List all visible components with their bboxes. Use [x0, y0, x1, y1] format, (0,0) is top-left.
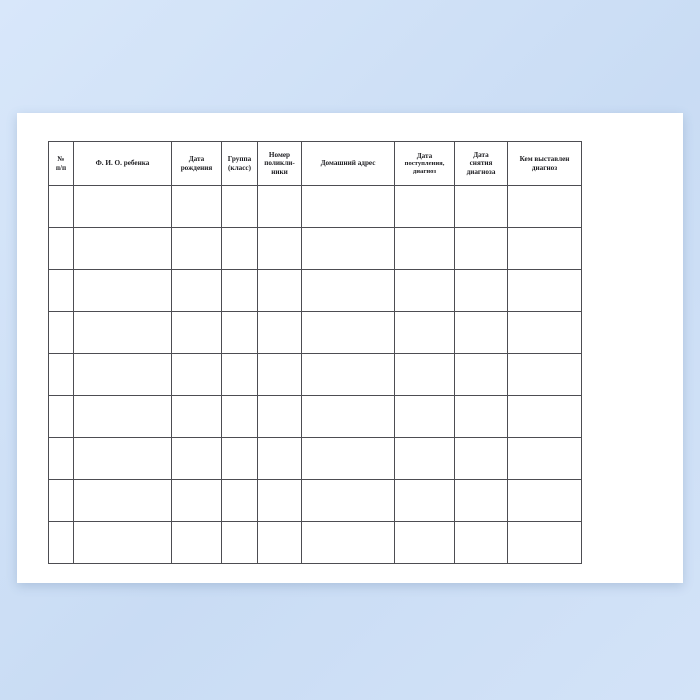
table-row — [49, 438, 582, 480]
table-row — [49, 228, 582, 270]
table-cell-adm[interactable] — [395, 228, 455, 270]
table-row — [49, 186, 582, 228]
table-cell-num[interactable] — [49, 396, 74, 438]
table-cell-addr[interactable] — [302, 228, 395, 270]
table-cell-birth[interactable] — [172, 438, 222, 480]
table-cell-clinic[interactable] — [258, 270, 302, 312]
table-cell-rem[interactable] — [455, 312, 508, 354]
table-cell-fio[interactable] — [74, 396, 172, 438]
table-row — [49, 270, 582, 312]
table-cell-birth[interactable] — [172, 312, 222, 354]
header-row — [49, 142, 582, 186]
register-table — [48, 141, 582, 564]
table-cell-birth[interactable] — [172, 522, 222, 564]
column-header-admission-line-3: диагноз — [412, 167, 437, 175]
table-cell-clinic[interactable] — [258, 228, 302, 270]
table-cell-adm[interactable] — [395, 480, 455, 522]
table-cell-rem[interactable] — [455, 228, 508, 270]
table-row — [49, 312, 582, 354]
table-cell-rem[interactable] — [455, 186, 508, 228]
table-cell-group[interactable] — [222, 438, 258, 480]
table-cell-who[interactable] — [508, 438, 582, 480]
table-cell-adm[interactable] — [395, 522, 455, 564]
table-cell-num[interactable] — [49, 228, 74, 270]
table-cell-rem[interactable] — [455, 396, 508, 438]
table-cell-group[interactable] — [222, 522, 258, 564]
table-cell-group[interactable] — [222, 270, 258, 312]
table-cell-fio[interactable] — [74, 480, 172, 522]
table-cell-fio[interactable] — [74, 354, 172, 396]
table-cell-fio[interactable] — [74, 186, 172, 228]
table-cell-addr[interactable] — [302, 438, 395, 480]
table-cell-addr[interactable] — [302, 522, 395, 564]
column-header-group-line-2: (класс) — [228, 163, 251, 172]
table-cell-adm[interactable] — [395, 354, 455, 396]
column-header-address-line-1: Домашний адрес — [320, 159, 376, 168]
column-header-removal-line-2: снятия — [469, 159, 493, 168]
column-header-diagnosed-by-line-1: Кем выставлен диагноз — [519, 155, 570, 172]
table-cell-num[interactable] — [49, 186, 74, 228]
table-cell-rem[interactable] — [455, 480, 508, 522]
table-body — [49, 186, 582, 564]
table-cell-group[interactable] — [222, 396, 258, 438]
table-cell-clinic[interactable] — [258, 522, 302, 564]
table-cell-birth[interactable] — [172, 186, 222, 228]
table-cell-who[interactable] — [508, 228, 582, 270]
column-header-clinic-line-2: поликли- — [264, 159, 295, 168]
table-cell-who[interactable] — [508, 396, 582, 438]
table-cell-fio[interactable] — [74, 228, 172, 270]
column-header-removal — [455, 142, 508, 186]
table-cell-num[interactable] — [49, 354, 74, 396]
column-header-diagnosed-by — [508, 142, 582, 186]
table-cell-num[interactable] — [49, 522, 74, 564]
table-cell-birth[interactable] — [172, 480, 222, 522]
column-header-admission — [395, 142, 455, 186]
table-cell-fio[interactable] — [74, 522, 172, 564]
table-cell-rem[interactable] — [455, 270, 508, 312]
table-cell-addr[interactable] — [302, 186, 395, 228]
table-cell-fio[interactable] — [74, 312, 172, 354]
table-cell-clinic[interactable] — [258, 354, 302, 396]
table-cell-num[interactable] — [49, 270, 74, 312]
table-cell-addr[interactable] — [302, 312, 395, 354]
table-cell-who[interactable] — [508, 354, 582, 396]
column-header-fio-line-1: Ф. И. О. ребенка — [95, 159, 150, 168]
table-cell-adm[interactable] — [395, 438, 455, 480]
table-cell-group[interactable] — [222, 480, 258, 522]
table-cell-adm[interactable] — [395, 312, 455, 354]
table-cell-group[interactable] — [222, 228, 258, 270]
column-header-admission-line-2: поступления, — [404, 160, 445, 168]
table-cell-rem[interactable] — [455, 354, 508, 396]
table-cell-num[interactable] — [49, 438, 74, 480]
column-header-num — [49, 142, 74, 186]
table-cell-fio[interactable] — [74, 438, 172, 480]
table-cell-addr[interactable] — [302, 480, 395, 522]
column-header-fio — [74, 142, 172, 186]
column-header-removal-line-1: Дата — [473, 151, 489, 160]
table-cell-birth[interactable] — [172, 354, 222, 396]
table-cell-addr[interactable] — [302, 396, 395, 438]
table-cell-group[interactable] — [222, 312, 258, 354]
column-header-num-line-2: п/п — [55, 163, 67, 172]
column-header-clinic — [258, 142, 302, 186]
table-cell-birth[interactable] — [172, 228, 222, 270]
column-header-clinic-line-3: ники — [271, 167, 288, 176]
table-cell-group[interactable] — [222, 354, 258, 396]
table-cell-adm[interactable] — [395, 270, 455, 312]
table-cell-adm[interactable] — [395, 186, 455, 228]
table-cell-birth[interactable] — [172, 270, 222, 312]
column-header-birth-line-2: рождения — [180, 163, 213, 172]
table-cell-who[interactable] — [508, 270, 582, 312]
table-cell-clinic[interactable] — [258, 438, 302, 480]
table-cell-clinic[interactable] — [258, 396, 302, 438]
column-header-group — [222, 142, 258, 186]
column-header-num-line-1: № — [57, 155, 65, 164]
paper-sheet — [17, 113, 683, 583]
table-header — [49, 142, 582, 186]
table-cell-fio[interactable] — [74, 270, 172, 312]
table-cell-birth[interactable] — [172, 396, 222, 438]
table-row — [49, 480, 582, 522]
column-header-group-line-1: Группа — [227, 155, 252, 164]
column-header-birth-line-1: Дата — [188, 155, 205, 164]
table-cell-addr[interactable] — [302, 354, 395, 396]
table-cell-clinic[interactable] — [258, 480, 302, 522]
register-table-container — [48, 141, 581, 552]
table-cell-num[interactable] — [49, 312, 74, 354]
column-header-address — [302, 142, 395, 186]
table-cell-clinic[interactable] — [258, 186, 302, 228]
table-cell-who[interactable] — [508, 522, 582, 564]
column-header-removal-line-3: диагноза — [466, 167, 496, 176]
column-header-admission-line-1: Дата — [416, 152, 433, 161]
table-cell-who[interactable] — [508, 480, 582, 522]
column-header-clinic-line-1: Номер — [268, 151, 291, 160]
table-cell-who[interactable] — [508, 312, 582, 354]
table-cell-addr[interactable] — [302, 270, 395, 312]
table-row — [49, 396, 582, 438]
table-cell-num[interactable] — [49, 480, 74, 522]
table-cell-rem[interactable] — [455, 522, 508, 564]
table-cell-adm[interactable] — [395, 396, 455, 438]
table-cell-group[interactable] — [222, 186, 258, 228]
table-row — [49, 522, 582, 564]
table-cell-clinic[interactable] — [258, 312, 302, 354]
table-cell-who[interactable] — [508, 186, 582, 228]
column-header-birth — [172, 142, 222, 186]
table-cell-rem[interactable] — [455, 438, 508, 480]
table-row — [49, 354, 582, 396]
